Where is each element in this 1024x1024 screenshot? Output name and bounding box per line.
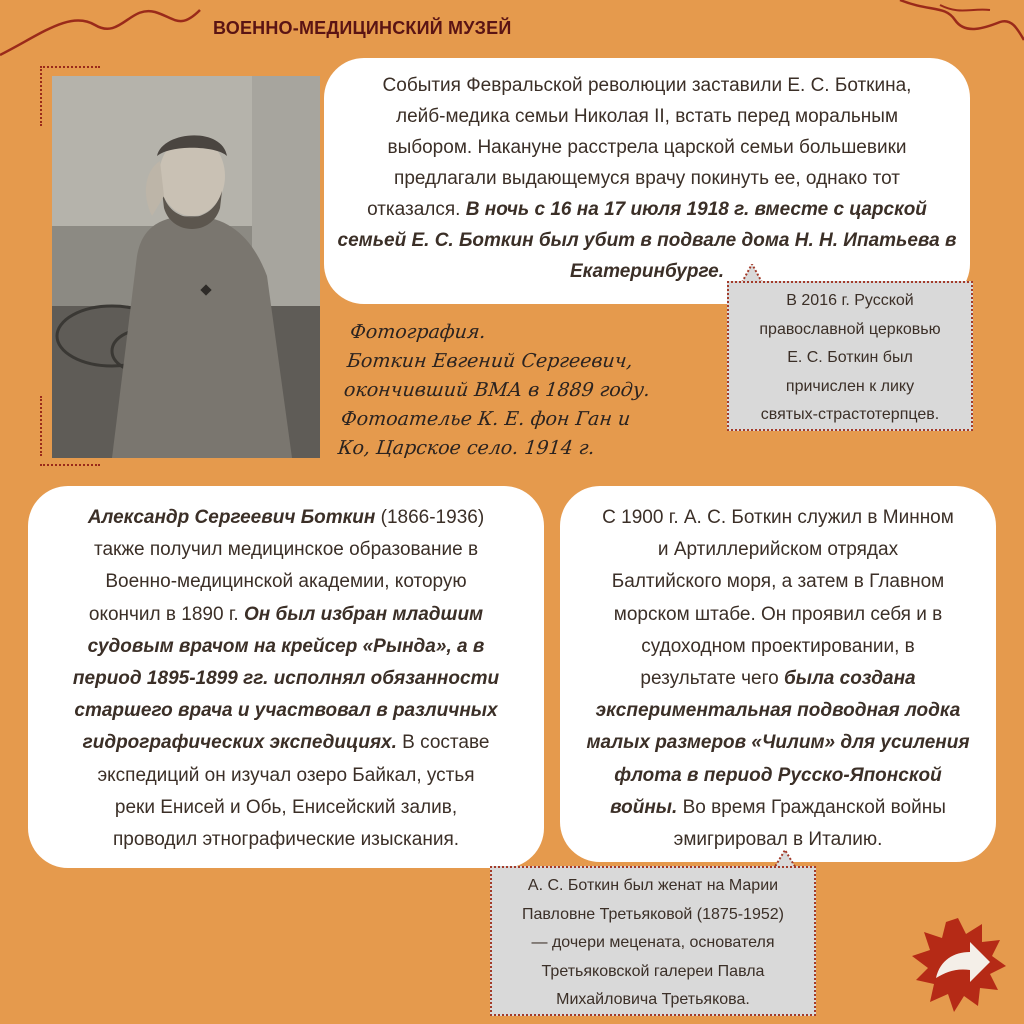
note-line: А. С. Боткин был женат на Марии — [527, 877, 779, 894]
bold-text: экспериментальная подводная лодка — [595, 700, 961, 722]
bold-text: старшего врача и участвовал в различных — [74, 700, 498, 722]
text-line: События Февральской революции заставили Е. С. Боткина, — [382, 75, 912, 96]
museum-title: ВОЕННО-МЕДИЦИНСКИЙ МУЗЕЙ — [213, 18, 512, 38]
note-line: Павловне Третьяковой (1875-1952) — [522, 905, 784, 923]
bold-text: малых размеров «Чилим» для усиления — [586, 732, 970, 754]
text-line — [36, 599, 536, 631]
note-line: Третьяковской галереи Павла — [541, 962, 765, 980]
text-span: Во время Гражданской войны — [677, 796, 946, 818]
bold-text: гидрографических экспедициях. — [82, 732, 397, 754]
note-line: святых-страстотерпцев. — [760, 406, 940, 423]
text-line: эмигрировал в Италию. — [673, 829, 883, 851]
text-line: выбором. Накануне расстрела царской семьи большевики — [387, 137, 907, 158]
text-line: реки Енисей и Обь, Енисейский залив, — [114, 796, 458, 818]
bold-text: В ночь с 16 на 17 июля 1918 г. вместе с царской — [465, 199, 927, 220]
text-line — [36, 663, 536, 695]
text-line: Военно-медицинской академии, которую — [105, 571, 467, 593]
bold-text: была создана — [783, 668, 916, 690]
text-line: проводил этнографические изыскания. — [112, 829, 460, 851]
text-line: Балтийского моря, а затем в Главном — [611, 571, 945, 593]
photo-frame-corner — [40, 66, 100, 78]
bold-text: Александр Сергеевич Боткин — [87, 507, 376, 528]
text-line — [566, 695, 990, 727]
bold-text: войны. — [610, 796, 678, 818]
caption-line: Фотоателье К. Е. фон Ган и — [339, 408, 632, 430]
bubble-top — [324, 58, 970, 304]
note-line: — дочери мецената, основателя — [531, 934, 775, 951]
photo-caption — [336, 318, 721, 463]
caption-line: окончивший ВМА в 1889 году. — [342, 379, 652, 401]
text-line: С 1900 г. А. С. Боткин служил в Минном — [602, 507, 954, 528]
text-line — [36, 695, 536, 727]
note-line: Михайловича Третьякова. — [556, 991, 750, 1008]
text-line — [334, 225, 960, 256]
text-line — [36, 502, 536, 534]
portrait-illustration — [52, 76, 320, 458]
bold-text: Он был избран младшим — [244, 603, 484, 625]
text-span: (1866-1936) — [375, 507, 485, 528]
bold-text: период 1895-1899 гг. исполнял обязанности — [72, 668, 500, 690]
bold-text: семьей Е. С. Боткин был убит в подвале дома Н. Н. Ипатьева в — [337, 230, 957, 251]
next-button[interactable] — [910, 916, 1006, 1012]
text-line: также получил медицинское образование в — [93, 539, 479, 561]
text-span: В составе — [396, 732, 490, 754]
text-line: лейб-медика семьи Николая II, встать перед моральным — [395, 106, 899, 127]
caption-line: Боткин Евгений Сергеевич, — [345, 350, 634, 372]
text-span: отказался. — [367, 199, 466, 220]
portrait-photo — [52, 76, 320, 458]
text-line — [566, 727, 990, 759]
text-line: судоходном проектировании, в — [641, 635, 915, 657]
caption-line: Ко, Царское село. 1914 г. — [336, 437, 596, 459]
note-line: Е. С. Боткин был — [787, 349, 913, 366]
bold-text: судовым врачом на крейсер «Рында», а в — [87, 635, 485, 657]
bold-text: Екатеринбурге. — [570, 261, 724, 282]
bubble-left — [28, 486, 544, 868]
text-span: окончил в 1890 г. — [88, 603, 244, 625]
text-span: результате чего — [640, 668, 784, 690]
text-line: морском штабе. Он проявил себя и в — [613, 603, 943, 625]
photo-frame-corner — [40, 464, 100, 476]
text-line: предлагали выдающемуся врачу покинуть ее, однако тот — [394, 168, 900, 189]
text-line: и Артиллерийском отрядах — [657, 539, 899, 561]
caption-line: Фотография. — [348, 321, 487, 343]
text-line — [36, 631, 536, 663]
text-line — [334, 194, 960, 225]
photo-frame-corner — [40, 396, 52, 456]
note-bottom — [490, 866, 816, 1016]
text-line: экспедиций он изучал озеро Байкал, устья — [97, 764, 475, 786]
note-line: В 2016 г. Русской — [786, 292, 914, 309]
text-line — [36, 727, 536, 759]
bold-text: флота в период Русско-Японской — [614, 764, 942, 786]
note-line: православной церковью — [759, 320, 941, 338]
bubble-right — [560, 486, 996, 862]
text-line — [566, 663, 990, 695]
text-line — [566, 792, 990, 824]
note-line: причислен к лику — [785, 377, 915, 395]
note-top — [727, 281, 973, 431]
text-line — [566, 760, 990, 792]
